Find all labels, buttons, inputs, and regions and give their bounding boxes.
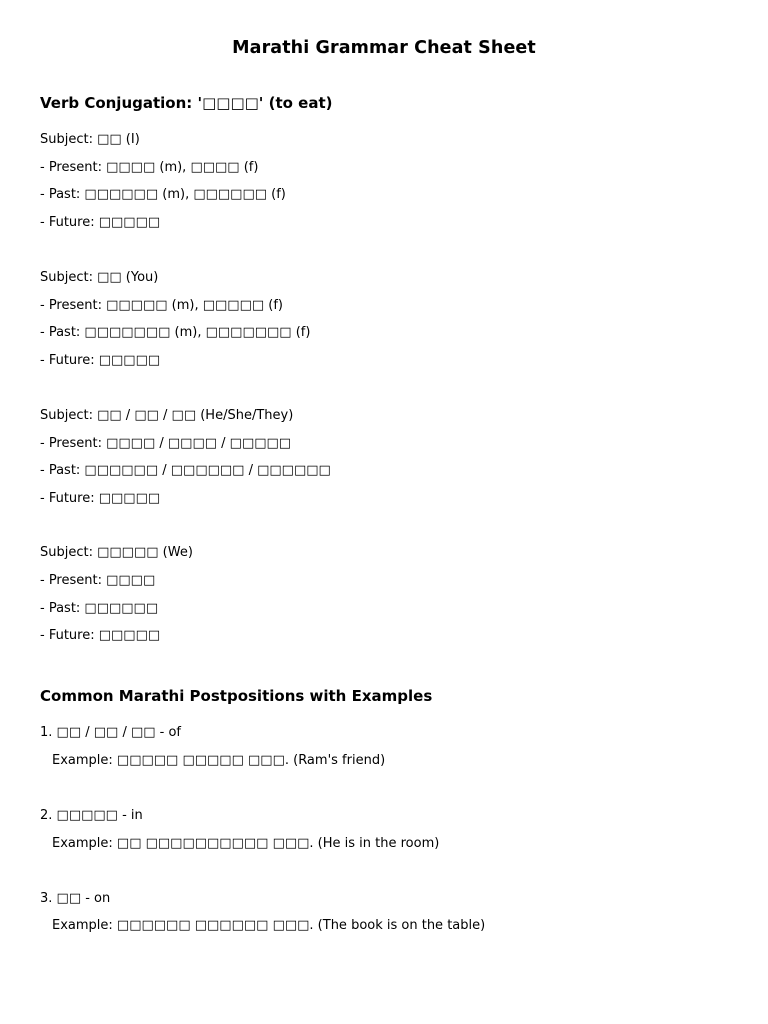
subject-line: Subject: □□ (You)	[40, 270, 159, 285]
future-line: - Future: □□□□□	[40, 353, 161, 368]
postposition-example: Example: □□ □□□□□□□□□□ □□□. (He is in the room)	[52, 836, 440, 851]
future-line: - Future: □□□□□	[40, 628, 161, 643]
postposition-term: 3. □□ - on	[40, 891, 111, 906]
subject-line: Subject: □□□□□ (We)	[40, 545, 193, 560]
present-line: - Present: □□□□ (m), □□□□ (f)	[40, 160, 259, 175]
verb-conjugation-heading: Verb Conjugation: '□□□□' (to eat)	[40, 94, 333, 112]
present-line: - Present: □□□□	[40, 573, 156, 588]
present-line: - Present: □□□□□ (m), □□□□□ (f)	[40, 298, 283, 313]
future-line: - Future: □□□□□	[40, 215, 161, 230]
future-line: - Future: □□□□□	[40, 491, 161, 506]
postposition-example: Example: □□□□□□ □□□□□□ □□□. (The book is on the table)	[52, 918, 486, 933]
past-line: - Past: □□□□□□	[40, 601, 159, 616]
present-line: - Present: □□□□ / □□□□ / □□□□□	[40, 436, 292, 451]
postpositions-heading: Common Marathi Postpositions with Examples	[40, 687, 433, 705]
postposition-term: 2. □□□□□ - in	[40, 808, 143, 823]
past-line: - Past: □□□□□□□ (m), □□□□□□□ (f)	[40, 325, 311, 340]
subject-line: Subject: □□ (I)	[40, 132, 140, 147]
postposition-term: 1. □□ / □□ / □□ - of	[40, 725, 182, 740]
past-line: - Past: □□□□□□ / □□□□□□ / □□□□□□	[40, 463, 331, 478]
postposition-example: Example: □□□□□ □□□□□ □□□. (Ram's friend)	[52, 753, 386, 768]
subject-line: Subject: □□ / □□ / □□ (He/She/They)	[40, 408, 294, 423]
past-line: - Past: □□□□□□ (m), □□□□□□ (f)	[40, 187, 286, 202]
page-title: Marathi Grammar Cheat Sheet	[232, 38, 536, 58]
